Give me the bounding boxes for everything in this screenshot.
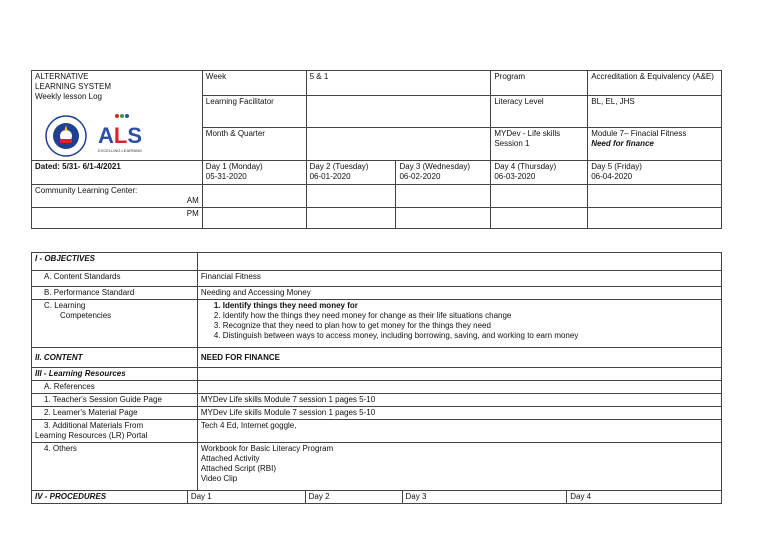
others-list (197, 443, 721, 491)
lmp-label: 2. Learner's Material Page (32, 407, 198, 420)
module-title: Module 7– Finacial Fitness (591, 129, 687, 138)
competencies-label-line-1: C. Learning (44, 301, 86, 310)
procedure-day-1: Day 1 (187, 491, 305, 504)
additional-materials-label (32, 420, 198, 443)
resources-heading: III - Learning Resources (32, 368, 198, 381)
competencies-label (32, 300, 198, 348)
additional-materials-value: Tech 4 Ed, Internet goggle, (197, 420, 721, 443)
svg-text:EXCELLING LEARNING: EXCELLING LEARNING (97, 148, 143, 153)
facilitator-value (306, 96, 491, 128)
tsg-value: MYDev Life skills Module 7 session 1 pages 5-10 (197, 394, 721, 407)
dated-label: Dated: 5/31- 6/1-4/2021 (32, 161, 203, 185)
procedure-day-3: Day 3 (402, 491, 567, 504)
competency-item: 4. Distinguish between ways to access money, including borrowing, saving, and working to earn money (213, 331, 579, 340)
program-label: Program (491, 71, 588, 96)
day-4-name: Day 4 (Thursday) (494, 162, 557, 171)
day-5-name: Day 5 (Friday) (591, 162, 642, 171)
competencies-list (197, 300, 721, 348)
pm-label: PM (32, 208, 203, 229)
others-item: Attached Activity (200, 454, 260, 463)
mydev-label: MYDev - Life skills Session 1 (491, 128, 588, 161)
content-standards-label: A. Content Standards (32, 271, 198, 287)
content-heading: II. CONTENT (32, 348, 198, 368)
competency-item: 3. Recognize that they need to plan how to get money for the things they need (213, 321, 491, 330)
facilitator-label: Learning Facilitator (202, 96, 306, 128)
day-5-header (588, 161, 722, 185)
clc-label: Community Learning Center: (35, 186, 138, 195)
others-label: 4. Others (32, 443, 198, 491)
day-3-name: Day 3 (Wednesday) (399, 162, 471, 171)
day-1-name: Day 1 (Monday) (205, 162, 263, 171)
lesson-table (31, 252, 722, 491)
am-label: AM (186, 196, 199, 205)
deped-seal-logo (45, 115, 87, 157)
references-label: A. References (32, 381, 198, 394)
competency-item: 2. Identify how the things they need money for change as their life situations change (213, 311, 512, 320)
module-cell (588, 128, 722, 161)
procedures-table (31, 490, 722, 504)
day-4-header (491, 161, 588, 185)
literacy-value: BL, EL, JHS (588, 96, 722, 128)
als-logo (97, 112, 143, 158)
clc-am-cell (32, 185, 203, 208)
competencies-label-line-2: Competencies (60, 311, 112, 320)
week-label: Week (202, 71, 306, 96)
week-value: 5 & 1 (306, 71, 491, 96)
month-value (306, 128, 491, 161)
others-item: Workbook for Basic Literacy Program (200, 444, 334, 453)
day-3-header (396, 161, 491, 185)
day-4-date: 06-03-2020 (494, 172, 536, 181)
lmp-value: MYDev Life skills Module 7 session 1 pages 5-10 (197, 407, 721, 420)
others-item: Attached Script (RBI) (200, 464, 276, 473)
day-5-date: 06-04-2020 (591, 172, 633, 181)
module-subtitle: Need for finance (591, 139, 654, 148)
svg-text:ALS: ALS (97, 123, 143, 148)
performance-standard-label: B. Performance Standard (32, 287, 198, 300)
month-label: Month & Quarter (202, 128, 306, 161)
procedure-day-2: Day 2 (305, 491, 402, 504)
program-value: Accreditation & Equivalency (A&E) (588, 71, 722, 96)
competency-item: 1. Identify things they need money for (213, 301, 358, 310)
additional-label-line-2: Learning Resources (LR) Portal (35, 431, 148, 440)
content-value: NEED FOR FINANCE (197, 348, 721, 368)
day-3-date: 06-02-2020 (399, 172, 441, 181)
content-standards-value: Financial Fitness (197, 271, 721, 287)
performance-standard-value: Needing and Accessing Money (197, 287, 721, 300)
day-1-date: 05-31-2020 (205, 172, 247, 181)
day-2-header (306, 161, 396, 185)
system-title: ALTERNATIVE LEARNING SYSTEM (35, 72, 112, 91)
log-title: Weekly lesson Log (35, 92, 102, 101)
literacy-label: Literacy Level (491, 96, 588, 128)
day-2-date: 06-01-2020 (309, 172, 351, 181)
others-item: Video Clip (200, 474, 238, 483)
procedure-day-4: Day 4 (567, 491, 722, 504)
tsg-label: 1. Teacher's Session Guide Page (32, 394, 198, 407)
day-1-header (202, 161, 306, 185)
objectives-heading: I - OBJECTIVES (32, 253, 198, 271)
additional-label-line-1: 3. Additional Materials From (44, 421, 144, 430)
procedures-heading: IV - PROCEDURES (32, 491, 188, 504)
day-2-name: Day 2 (Tuesday) (309, 162, 369, 171)
